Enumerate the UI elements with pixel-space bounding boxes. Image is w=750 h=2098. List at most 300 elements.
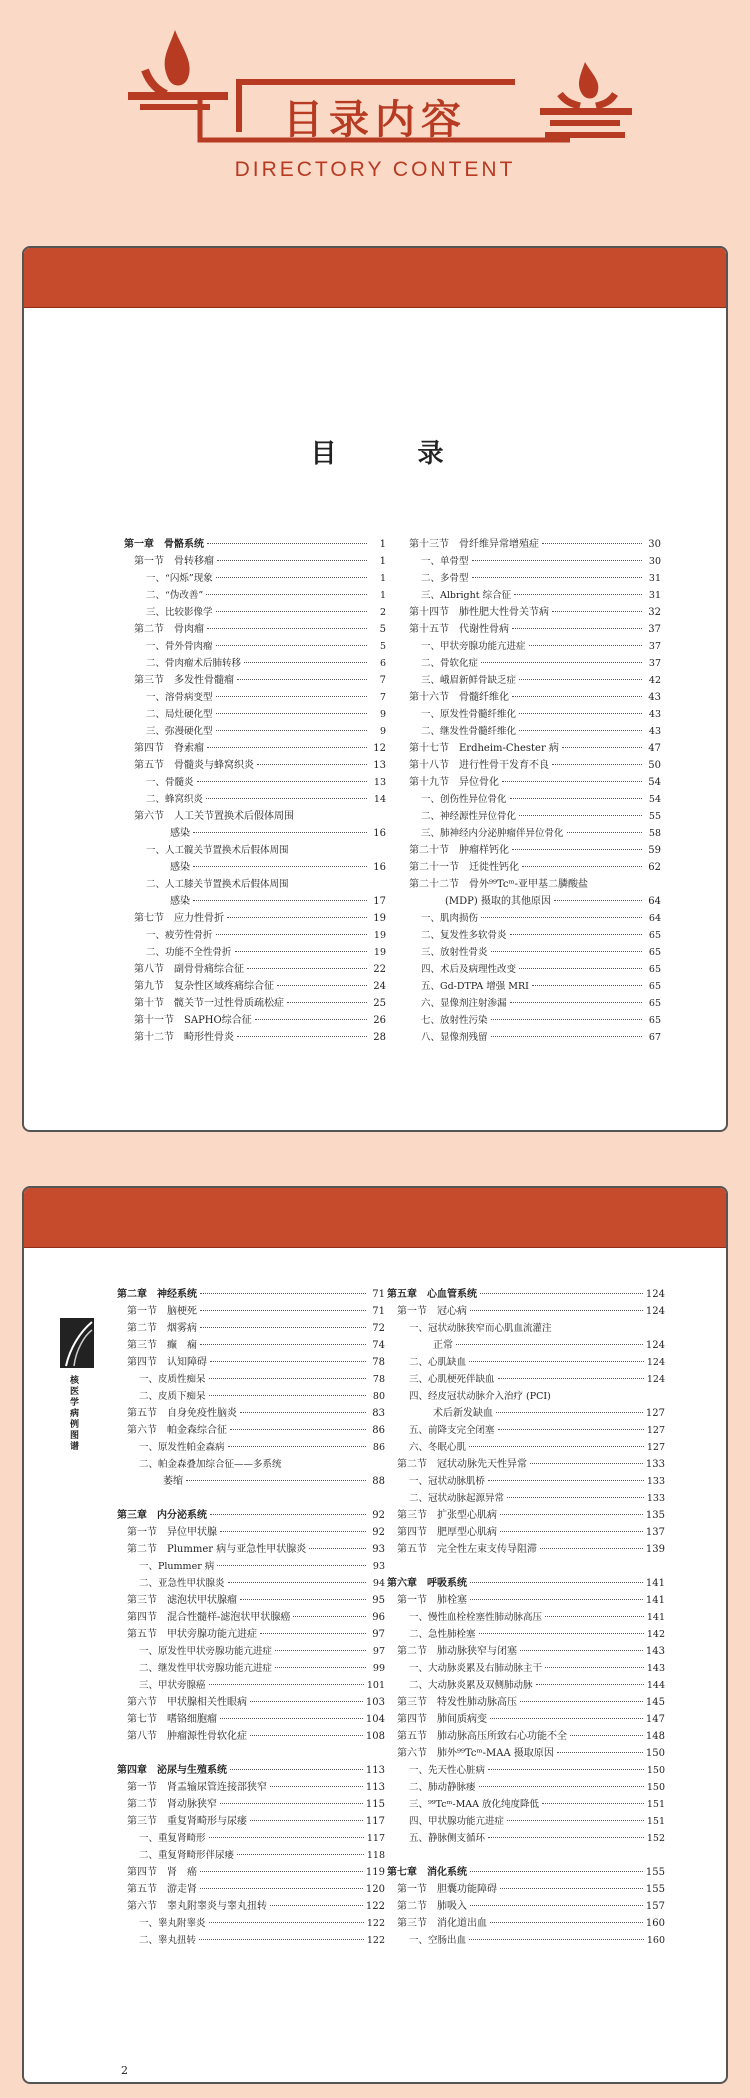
toc-entry-title: 一、原发性帕金森病: [139, 1442, 225, 1453]
toc-entry[interactable]: [124, 638, 386, 655]
toc-entry[interactable]: [117, 1303, 385, 1320]
toc-entry-page: 150: [645, 1748, 665, 1759]
toc-chapter-entry[interactable]: [387, 1575, 665, 1592]
toc-entry[interactable]: [387, 1405, 665, 1422]
toc-entry-title: 一、原发性骨髓纤维化: [421, 709, 517, 720]
toc-entry[interactable]: [124, 1029, 386, 1046]
toc-entry[interactable]: [387, 1762, 665, 1779]
toc-entry-page: 96: [372, 1612, 385, 1623]
toc-entry[interactable]: [387, 1728, 665, 1745]
toc-entry-title: 第十一节 SAPHO综合征: [134, 1015, 252, 1026]
toc-entry-page: 115: [365, 1799, 385, 1810]
toc-entry-page: 31: [648, 573, 661, 584]
toc-entry-page: 93: [372, 1544, 385, 1555]
toc-entry[interactable]: [124, 808, 386, 825]
toc-entry[interactable]: [399, 978, 661, 995]
toc-entry[interactable]: [117, 1813, 385, 1830]
toc-entry[interactable]: [117, 1405, 385, 1422]
toc-entry-title: 第三节 癫 痫: [127, 1340, 197, 1351]
dot-leader: [554, 900, 642, 901]
toc-entry-title: 二、继发性骨髓纤维化: [421, 726, 517, 737]
toc-entry-page: 113: [365, 1765, 385, 1776]
toc-entry[interactable]: [387, 1371, 665, 1388]
toc-entry[interactable]: [387, 1320, 665, 1337]
toc-entry-title: 五、静脉侧支循环: [409, 1833, 486, 1844]
toc-entry[interactable]: [117, 1898, 385, 1915]
toc-entry-page: 54: [648, 777, 661, 788]
toc-entry[interactable]: [387, 1626, 665, 1643]
toc-entry[interactable]: [399, 1012, 661, 1029]
toc-entry[interactable]: [387, 1660, 665, 1677]
toc-entry-title: 三、放射性骨炎: [421, 947, 488, 958]
toc-entry[interactable]: [117, 1422, 385, 1439]
toc-entry-page: 141: [645, 1578, 665, 1589]
dot-leader: [545, 1616, 644, 1617]
toc-entry-title: 第五节 完全性左束支传导阻滞: [397, 1544, 537, 1555]
toc-entry-page: 101: [366, 1680, 385, 1691]
dot-leader: [542, 543, 642, 544]
toc-entry[interactable]: [117, 1626, 385, 1643]
dot-leader: [470, 1599, 643, 1600]
toc-entry[interactable]: [387, 1439, 665, 1456]
toc-entry-title: 第五节 骨髓炎与蜂窝织炎: [134, 760, 254, 771]
toc-page-2: [22, 1186, 728, 2084]
toc-entry-title: 一、溶骨病变型: [146, 692, 213, 703]
toc-entry[interactable]: [124, 893, 386, 910]
toc-entry-page: 55: [648, 811, 661, 822]
toc-entry-title: 第一章 骨骼系统: [124, 539, 204, 550]
toc-entry-page: 124: [645, 1289, 665, 1300]
toc-chapter-entry[interactable]: [117, 1762, 385, 1779]
toc-entry[interactable]: [124, 655, 386, 672]
dot-leader: [209, 1837, 364, 1838]
toc-entry-title: 二、功能不全性骨折: [146, 947, 232, 958]
toc-entry[interactable]: [399, 961, 661, 978]
toc-entry-title: 第十节 髋关节一过性骨质疏松症: [134, 998, 284, 1009]
toc-entry[interactable]: [387, 1337, 665, 1354]
toc-entry[interactable]: [117, 1337, 385, 1354]
dot-leader: [567, 832, 642, 833]
toc-entry[interactable]: [117, 1881, 385, 1898]
toc-entry-page: 95: [372, 1595, 385, 1606]
toc-entry-page: 104: [365, 1714, 385, 1725]
toc-entry-title: 第五节 自身免疫性脑炎: [127, 1408, 237, 1419]
toc-entry-title: 一、慢性血栓栓塞性肺动脉高压: [409, 1612, 543, 1623]
toc-entry[interactable]: [387, 1779, 665, 1796]
toc-entry[interactable]: [124, 570, 386, 587]
toc-entry-page: 16: [373, 828, 386, 839]
toc-entry[interactable]: [387, 1677, 665, 1694]
toc-entry-title: 二、人工膝关节置换术后假体周围: [146, 879, 289, 890]
dot-leader: [193, 866, 367, 867]
toc-entry-page: 147: [645, 1714, 665, 1725]
toc-entry[interactable]: [117, 1932, 385, 1949]
toc-entry[interactable]: [399, 825, 661, 842]
toc-entry[interactable]: [387, 1915, 665, 1932]
toc-entry-title: 第一节 骨转移瘤: [134, 556, 214, 567]
dot-leader: [512, 696, 642, 697]
toc-entry[interactable]: [117, 1558, 385, 1575]
toc-entry-page: 9: [379, 726, 386, 737]
toc-entry-page: 1: [379, 573, 386, 584]
toc-entry[interactable]: [124, 1012, 386, 1029]
toc-entry-page: 71: [372, 1306, 385, 1317]
dot-leader: [552, 764, 642, 765]
toc-entry-title: 感染: [170, 828, 190, 839]
toc-column-right: [399, 536, 661, 1046]
toc-entry[interactable]: [124, 604, 386, 621]
toc-entry[interactable]: [117, 1473, 385, 1490]
toc-entry-title: 正常: [433, 1340, 453, 1351]
toc-entry-page: 80: [372, 1391, 385, 1402]
toc-entry[interactable]: [117, 1388, 385, 1405]
dot-leader: [510, 1002, 642, 1003]
dot-leader: [520, 1701, 643, 1702]
toc-entry[interactable]: [399, 893, 661, 910]
toc-entry-page: 74: [372, 1340, 385, 1351]
toc-entry-page: 64: [648, 913, 661, 924]
toc-entry-page: 117: [365, 1816, 385, 1827]
dot-leader: [540, 1548, 643, 1549]
toc-entry-title: 二、继发性甲状旁腺功能亢进症: [139, 1663, 273, 1674]
toc-entry[interactable]: [117, 1847, 385, 1864]
toc-entry[interactable]: [399, 876, 661, 893]
toc-entry[interactable]: [399, 859, 661, 876]
toc-entry[interactable]: [124, 723, 386, 740]
toc-entry-page: 152: [646, 1833, 665, 1844]
toc-entry[interactable]: [117, 1575, 385, 1592]
dot-leader: [227, 917, 367, 918]
dot-leader: [200, 1293, 366, 1294]
toc-entry[interactable]: [387, 1524, 665, 1541]
toc-entry-page: 28: [373, 1032, 386, 1043]
toc-entry[interactable]: [387, 1507, 665, 1524]
toc-entry[interactable]: [387, 1796, 665, 1813]
toc-entry-title: 二、蜂窝织炎: [146, 794, 204, 805]
toc-entry[interactable]: [117, 1796, 385, 1813]
toc-entry-title: 第八节 副骨骨痛综合征: [134, 964, 244, 975]
toc-entry-page: 14: [373, 794, 386, 805]
toc-entry-title: 第十七节 Erdheim-Chester 病: [409, 743, 559, 754]
toc-entry-page: 43: [648, 726, 661, 737]
toc-entry[interactable]: [387, 1932, 665, 1949]
toc-entry-title: 二、局灶硬化型: [146, 709, 213, 720]
toc-entry-page: 67: [648, 1032, 661, 1043]
dot-leader: [507, 1497, 644, 1498]
toc-chapter-entry[interactable]: [387, 1864, 665, 1881]
toc-entry-title: 三、弥漫硬化型: [146, 726, 213, 737]
toc-chapter-entry[interactable]: [124, 536, 386, 553]
dot-leader: [469, 1446, 644, 1447]
dot-leader: [309, 1548, 366, 1549]
dot-leader: [522, 866, 642, 867]
toc-entry[interactable]: [399, 655, 661, 672]
dot-leader: [480, 1293, 643, 1294]
toc-entry-title: 第一节 胆囊功能障碍: [397, 1884, 497, 1895]
toc-entry-page: 148: [645, 1731, 665, 1742]
toc-entry-title: 第四节 肥厚型心肌病: [397, 1527, 497, 1538]
toc-entry-title: 三、⁹⁹Tcᵐ-MAA 放化纯度降低: [409, 1799, 540, 1810]
toc-entry-title: 二、帕金森叠加综合征——多系统: [139, 1459, 282, 1470]
toc-entry[interactable]: [387, 1898, 665, 1915]
toc-entry[interactable]: [117, 1643, 385, 1660]
toc-entry-title: 第六章 呼吸系统: [387, 1578, 467, 1589]
toc-entry[interactable]: [387, 1490, 665, 1507]
toc-entry-title: 第五节 肺动脉高压所致右心功能不全: [397, 1731, 567, 1742]
dot-leader: [472, 560, 642, 561]
toc-entry-page: 78: [372, 1357, 385, 1368]
toc-entry[interactable]: [399, 621, 661, 638]
toc-entry-title: 二、心肌缺血: [409, 1357, 467, 1368]
dot-leader: [220, 1531, 366, 1532]
dot-leader: [498, 1378, 644, 1379]
toc-entry[interactable]: [399, 944, 661, 961]
dot-leader: [216, 611, 367, 612]
toc-entry[interactable]: [124, 876, 386, 893]
toc-entry-page: 150: [646, 1765, 665, 1776]
toc-entry[interactable]: [399, 927, 661, 944]
toc-entry-page: 86: [372, 1442, 385, 1453]
toc-entry-page: 19: [373, 930, 386, 941]
toc-entry[interactable]: [117, 1915, 385, 1932]
toc-entry-title: 二、神经源性异位骨化: [421, 811, 517, 822]
book-logo-icon: [60, 1318, 94, 1368]
toc-entry-title: 第二节 冠状动脉先天性异常: [397, 1459, 527, 1470]
dot-leader: [496, 1412, 643, 1413]
toc-entry[interactable]: [399, 757, 661, 774]
dot-leader: [257, 764, 367, 765]
toc-entry[interactable]: [124, 706, 386, 723]
toc-entry-page: 155: [645, 1884, 665, 1895]
toc-entry-title: 二、冠状动脉起源异常: [409, 1493, 505, 1504]
toc-entry-page: 160: [645, 1918, 665, 1929]
dot-leader: [209, 1922, 364, 1923]
toc-entry-page: 19: [373, 913, 386, 924]
toc-entry-page: 127: [646, 1425, 665, 1436]
toc-entry[interactable]: [387, 1473, 665, 1490]
toc-entry-title: 第三节 多发性骨髓瘤: [134, 675, 234, 686]
dot-leader: [470, 1582, 643, 1583]
toc-entry-title: 第四节 肾 癌: [127, 1867, 197, 1878]
toc-entry[interactable]: [399, 672, 661, 689]
toc-chapter-entry[interactable]: [117, 1286, 385, 1303]
toc-entry-page: 64: [648, 896, 661, 907]
toc-entry[interactable]: [124, 910, 386, 927]
toc-entry[interactable]: [399, 740, 661, 757]
toc-entry-title: 三、心肌梗死伴缺血: [409, 1374, 495, 1385]
toc-entry-title: 一、“闪烁”现象: [146, 573, 213, 584]
toc-entry[interactable]: [124, 791, 386, 808]
toc-entry[interactable]: [399, 553, 661, 570]
dot-leader: [220, 1718, 363, 1719]
toc-entry[interactable]: [399, 842, 661, 859]
toc-entry-title: 感染: [170, 862, 190, 873]
toc-entry[interactable]: [124, 621, 386, 638]
toc-chapter-entry[interactable]: [387, 1286, 665, 1303]
toc-entry[interactable]: [399, 689, 661, 706]
toc-entry[interactable]: [124, 553, 386, 570]
toc-entry-title: 第二章 神经系统: [117, 1289, 197, 1300]
toc-entry[interactable]: [117, 1660, 385, 1677]
toc-entry[interactable]: [399, 587, 661, 604]
toc-entry[interactable]: [117, 1524, 385, 1541]
toc-entry[interactable]: [124, 859, 386, 876]
toc-entry[interactable]: [117, 1677, 385, 1694]
toc-entry-page: 43: [648, 692, 661, 703]
toc-entry-page: 16: [373, 862, 386, 873]
toc-entry-title: 二、大动脉炎累及双侧肺动脉: [409, 1680, 533, 1691]
toc-column-left: [117, 1286, 385, 1949]
toc-entry-title: 第十三节 骨纤维异常增殖症: [409, 539, 539, 550]
toc-entry-page: 137: [645, 1527, 665, 1538]
dot-leader: [199, 1939, 364, 1940]
toc-entry-title: 一、原发性甲状旁腺功能亢进症: [139, 1646, 273, 1657]
toc-entry[interactable]: [387, 1592, 665, 1609]
toc-entry[interactable]: [399, 791, 661, 808]
toc-entry[interactable]: [124, 774, 386, 791]
toc-entry[interactable]: [117, 1694, 385, 1711]
toc-entry[interactable]: [387, 1643, 665, 1660]
toc-entry-title: 第三节 滤泡状甲状腺瘤: [127, 1595, 237, 1606]
toc-entry-page: 65: [648, 1015, 661, 1026]
toc-entry-page: 83: [372, 1408, 385, 1419]
toc-entry[interactable]: [124, 587, 386, 604]
toc-entry-title: 七、放射性污染: [421, 1015, 488, 1026]
toc-entry[interactable]: [387, 1745, 665, 1762]
toc-entry-page: 9: [379, 709, 386, 720]
dot-leader: [200, 1871, 363, 1872]
dot-leader: [197, 781, 367, 782]
toc-entry[interactable]: [387, 1456, 665, 1473]
toc-entry[interactable]: [399, 1029, 661, 1046]
dot-leader: [512, 628, 642, 629]
toc-entry-page: 37: [648, 658, 661, 669]
dot-leader: [500, 1531, 643, 1532]
toc-entry-title: 第二十一节 迁徙性钙化: [409, 862, 519, 873]
toc-entry[interactable]: [117, 1864, 385, 1881]
toc-entry[interactable]: [124, 961, 386, 978]
toc-entry[interactable]: [124, 978, 386, 995]
toc-chapter-entry[interactable]: [117, 1507, 385, 1524]
toc-entry-title: 五、前降支完全闭塞: [409, 1425, 495, 1436]
toc-entry-page: 122: [366, 1918, 385, 1929]
toc-entry-page: 97: [372, 1629, 385, 1640]
dot-leader: [488, 1837, 644, 1838]
toc-entry-page: 47: [648, 743, 661, 754]
dot-leader: [270, 1905, 363, 1906]
toc-entry[interactable]: [387, 1711, 665, 1728]
section-gap: [387, 1847, 665, 1864]
toc-entry[interactable]: [387, 1303, 665, 1320]
toc-entry[interactable]: [117, 1371, 385, 1388]
toc-entry[interactable]: [124, 995, 386, 1012]
toc-entry[interactable]: [117, 1711, 385, 1728]
toc-entry[interactable]: [117, 1541, 385, 1558]
toc-entry-page: 86: [372, 1425, 385, 1436]
toc-entry[interactable]: [124, 842, 386, 859]
toc-entry[interactable]: [399, 774, 661, 791]
dot-leader: [470, 1871, 643, 1872]
toc-entry-title: 第三节 扩张型心肌病: [397, 1510, 497, 1521]
toc-entry[interactable]: [124, 825, 386, 842]
toc-entry-title: 四、经皮冠状动脉介入治疗 (PCI): [409, 1391, 551, 1402]
toc-entry[interactable]: [117, 1779, 385, 1796]
toc-entry-title: 第四节 混合性髓样-滤泡状甲状腺癌: [127, 1612, 291, 1623]
toc-entry[interactable]: [117, 1354, 385, 1371]
toc-entry[interactable]: [387, 1422, 665, 1439]
toc-entry-title: 二、肺动静脉瘘: [409, 1782, 476, 1793]
toc-entry-title: (MDP) 摄取的其他原因: [445, 896, 551, 907]
toc-entry[interactable]: [117, 1320, 385, 1337]
toc-entry[interactable]: [117, 1830, 385, 1847]
toc-entry[interactable]: [124, 944, 386, 961]
toc-entry[interactable]: [399, 536, 661, 553]
toc-entry[interactable]: [399, 723, 661, 740]
toc-entry[interactable]: [124, 757, 386, 774]
dot-leader: [456, 1344, 643, 1345]
toc-entry[interactable]: [387, 1881, 665, 1898]
dot-leader: [210, 1514, 366, 1515]
toc-entry[interactable]: [399, 570, 661, 587]
toc-entry-title: 第三节 重复肾畸形与尿瘘: [127, 1816, 247, 1827]
toc-entry[interactable]: [124, 672, 386, 689]
toc-entry[interactable]: [399, 995, 661, 1012]
toc-entry[interactable]: [399, 638, 661, 655]
toc-entry-title: 三、峨眉新鲜骨缺乏症: [421, 675, 517, 686]
dot-leader: [275, 1650, 366, 1651]
toc-entry-title: 一、疲劳性骨折: [146, 930, 213, 941]
toc-entry[interactable]: [399, 706, 661, 723]
dot-leader: [255, 1019, 367, 1020]
toc-entry-title: 第二节 肾动脉狭窄: [127, 1799, 217, 1810]
toc-entry-page: 118: [366, 1850, 385, 1861]
banner-subtitle: DIRECTORY CONTENT: [234, 158, 516, 181]
toc-entry-title: 八、显像剂残留: [421, 1032, 488, 1043]
toc-entry[interactable]: [117, 1728, 385, 1745]
dot-leader: [502, 781, 642, 782]
toc-entry-page: 31: [648, 590, 661, 601]
dot-leader: [209, 1378, 366, 1379]
dot-leader: [552, 611, 642, 612]
toc-entry[interactable]: [399, 910, 661, 927]
dot-leader: [557, 1752, 643, 1753]
toc-entry[interactable]: [387, 1830, 665, 1847]
toc-entry[interactable]: [117, 1456, 385, 1473]
toc-entry[interactable]: [117, 1592, 385, 1609]
toc-entry[interactable]: [399, 604, 661, 621]
dot-leader: [510, 798, 642, 799]
toc-entry[interactable]: [124, 740, 386, 757]
toc-entry[interactable]: [387, 1388, 665, 1405]
toc-entry[interactable]: [117, 1609, 385, 1626]
toc-entry[interactable]: [124, 927, 386, 944]
toc-entry-title: 第二节 肺吸入: [397, 1901, 467, 1912]
toc-entry[interactable]: [387, 1609, 665, 1626]
toc-entry[interactable]: [387, 1813, 665, 1830]
toc-entry[interactable]: [387, 1354, 665, 1371]
toc-entry-title: 一、肌肉损伤: [421, 913, 479, 924]
toc-entry[interactable]: [124, 689, 386, 706]
toc-entry[interactable]: [387, 1541, 665, 1558]
toc-entry[interactable]: [399, 808, 661, 825]
toc-entry-title: 三、甲状旁腺癌: [139, 1680, 206, 1691]
toc-entry[interactable]: [387, 1694, 665, 1711]
dot-leader: [520, 1650, 643, 1651]
dot-leader: [237, 1036, 367, 1037]
toc-entry-title: 第十五节 代谢性骨病: [409, 624, 509, 635]
toc-entry[interactable]: [117, 1439, 385, 1456]
toc-entry-page: 65: [648, 947, 661, 958]
